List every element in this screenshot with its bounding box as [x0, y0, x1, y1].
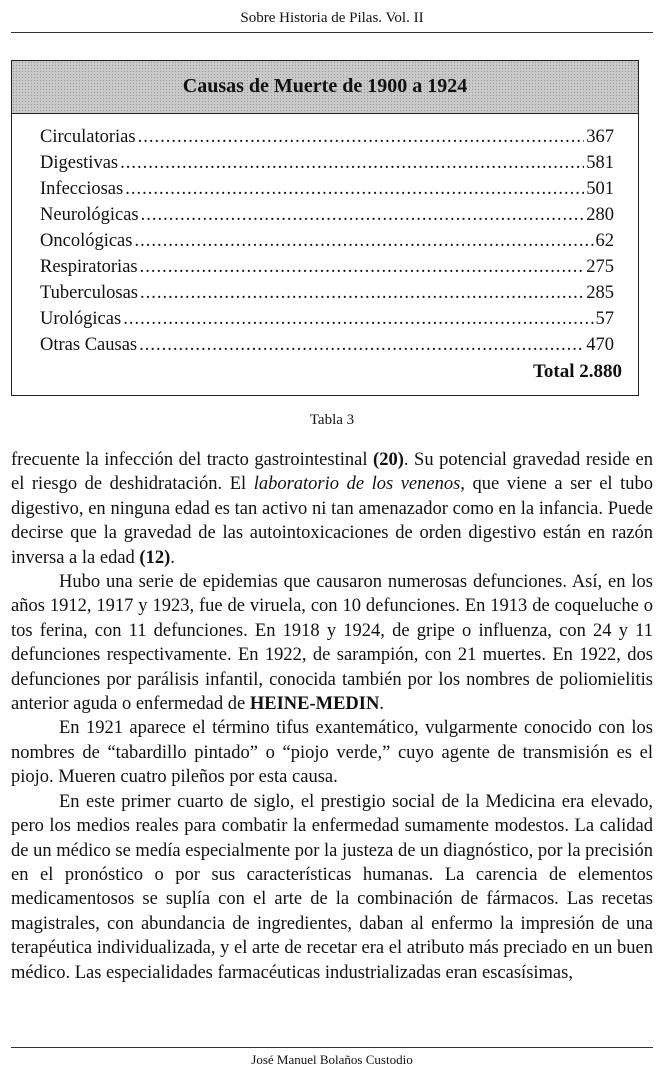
- dot-leader: [120, 150, 584, 176]
- running-header: [11, 6, 653, 33]
- row-value: 285: [586, 283, 614, 303]
- row-value: 62: [595, 231, 614, 251]
- table-caption: Tabla 3: [309, 412, 355, 428]
- row-label: Infecciosas: [40, 179, 124, 199]
- text-run: .: [379, 694, 384, 715]
- dot-leader: [138, 124, 585, 150]
- heine-medin: HEINE-MEDIN: [249, 694, 380, 715]
- row-value: 275: [586, 257, 614, 277]
- italic-phrase: laboratorio de los venenos,: [253, 474, 465, 495]
- table-total: Total 2.880: [532, 361, 622, 382]
- dot-leader: [141, 202, 585, 228]
- table-row: [40, 254, 614, 280]
- reference-20: (20): [373, 450, 404, 470]
- text-run: Hubo una serie de epidemias que causaron numerosas defunciones. Así, en los años 1912, 1917 y 1923, fue de viruela, con 10 defunciones. En 1913 de coqueluche o tos ferina, con 11 defunciones. En 1918 y 1924, de gripe o influenza, con 24 y 11 defunciones respectivamente. En 1922, de sarampión, con 21 muertes. En 1922, dos defunciones por parálisis infantil, conocida también por los nombres de poliomielitis anterior aguda o enfermedad de: [11, 572, 653, 715]
- row-value: 501: [586, 179, 614, 199]
- table-title: Causas de Muerte de 1900 a 1924: [12, 61, 638, 114]
- row-label: Oncológicas: [40, 231, 133, 251]
- row-value: 57: [595, 309, 614, 329]
- paragraph-3: En 1921 aparece el término tifus exantemático, vulgarmente conocido con los nombres de “tabardillo pintado” o “piojo verde,” cuyo agente de transmisión es el piojo. Mueren cuatro pileños por esta causa.: [11, 718, 653, 788]
- table-row: [40, 306, 614, 332]
- text-run: frecuente la infección del tracto gastrointestinal: [11, 450, 374, 470]
- text-run: .: [170, 547, 175, 568]
- dot-leader: [123, 306, 593, 332]
- paragraph-1: [11, 448, 653, 570]
- dot-leader: [125, 176, 584, 202]
- dot-leader: [140, 280, 584, 306]
- reference-12: (12): [139, 547, 171, 568]
- author-name: José Manuel Bolaños Custodio: [251, 1052, 413, 1067]
- row-label: Tuberculosas: [40, 283, 138, 303]
- table-rows: [12, 114, 638, 358]
- row-value: 470: [586, 335, 614, 355]
- row-value: 367: [586, 127, 614, 147]
- text-run: . Su potencial gravedad reside en el riesgo de deshidratación. El: [11, 450, 653, 495]
- dot-leader: [140, 254, 585, 280]
- table-row: [40, 176, 614, 202]
- causes-of-death-table: [11, 60, 639, 396]
- paragraph-2: [11, 570, 653, 716]
- table-row: [40, 202, 614, 228]
- table-row: [40, 280, 614, 306]
- dot-leader: [139, 332, 584, 358]
- body-text: [11, 448, 653, 985]
- table-row: [40, 124, 614, 150]
- running-footer: [11, 1047, 653, 1068]
- table-row: [40, 332, 614, 358]
- text-run: que viene a ser el tubo digestivo, en ninguna edad es tan activo ni tan amenazador como en la infancia. Puede decirse que la gravedad de las autointoxicaciones de orden digestivo están en razón inversa a la edad: [11, 474, 653, 568]
- running-title: Sobre Historia de Pilas. Vol. II: [240, 10, 424, 26]
- row-label: Urológicas: [40, 309, 122, 329]
- paragraph-4: En este primer cuarto de siglo, el prestigio social de la Medicina era elevado, pero los medios reales para combatir la enfermedad sumamente modestos. La calidad de un médico se medía especialmente por la justeza de un diagnóstico, por la precisión en el pronóstico o por sus características humanas. La carencia de elementos medicamentosos se suplía con el arte de la combinación de fármacos. Las recetas magistrales, con abundancia de ingredientes, daban al enfermo la impresión de una terapéutica individualizada, y el arte de recetar era el atributo más preciado en un buen médico. Las especialidades farmacéuticas industrializadas eran escasísimas,: [11, 791, 653, 983]
- row-label: Circulatorias: [40, 127, 136, 147]
- row-value: 581: [586, 153, 614, 173]
- dot-leader: [134, 228, 593, 254]
- row-label: Respiratorias: [40, 257, 138, 277]
- row-value: 280: [586, 205, 614, 225]
- table-row: [40, 150, 614, 176]
- row-label: Neurológicas: [40, 205, 139, 225]
- table-row: [40, 228, 614, 254]
- row-label: Digestivas: [40, 153, 119, 173]
- row-label: Otras Causas: [40, 335, 138, 355]
